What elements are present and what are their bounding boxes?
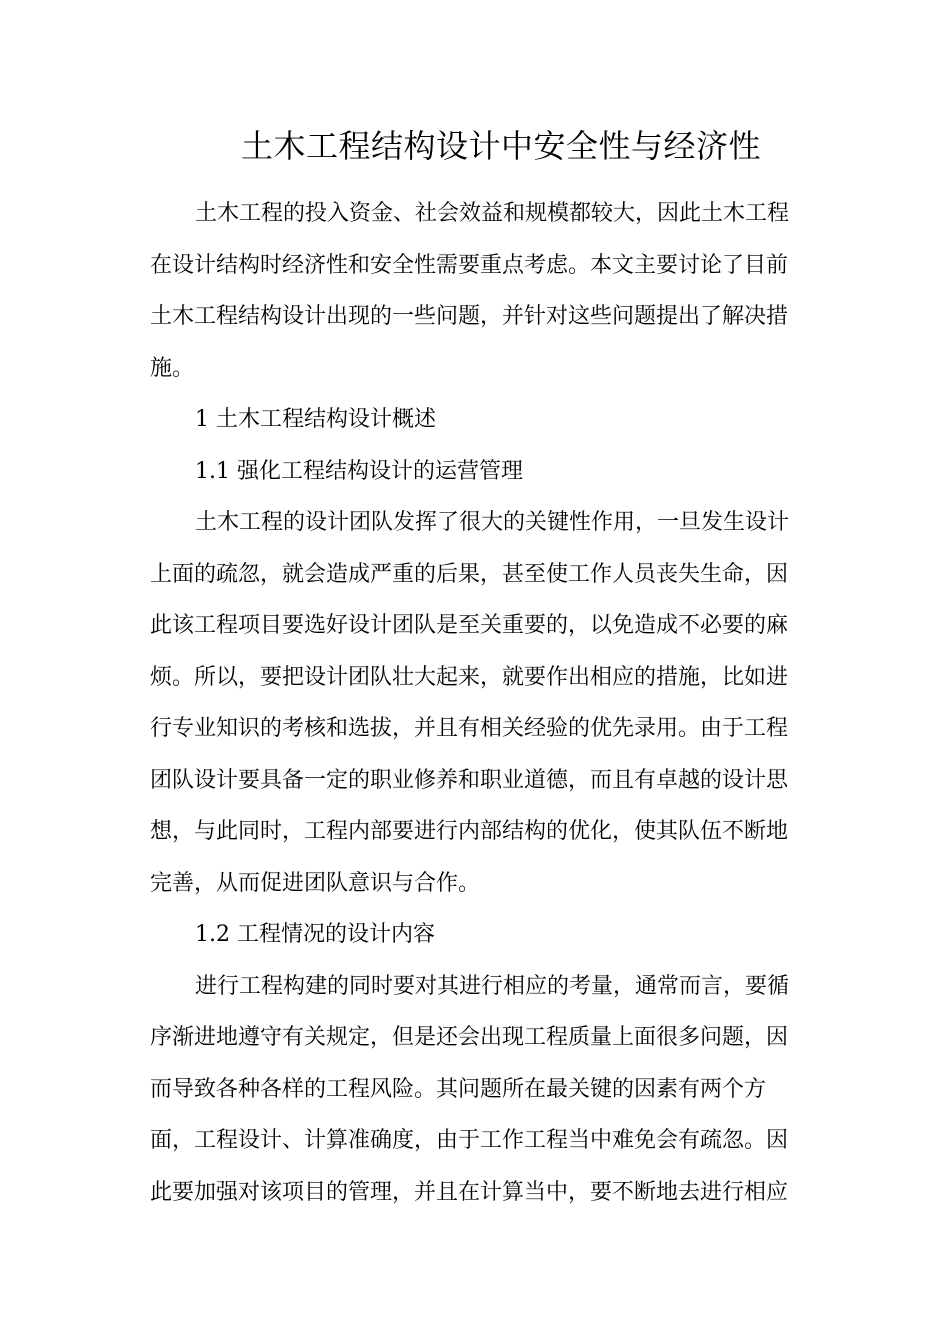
paragraph-line: 在设计结构时经济性和安全性需要重点考虑。本文主要讨论了目前 [150,253,789,278]
paragraph-line: 土木工程结构设计出现的一些问题，并针对这些问题提出了解决措 [150,304,789,329]
subsection-heading: 1.1 强化工程结构设计的运营管理 [195,459,523,484]
document-title: 土木工程结构设计中安全性与经济性 [241,127,762,165]
paragraph-line: 施。 [150,356,195,381]
subsection-heading: 1.2 工程情况的设计内容 [195,922,435,947]
paragraph-line: 序渐进地遵守有关规定，但是还会出现工程质量上面很多问题，因 [150,1025,789,1050]
paragraph-line: 此该工程项目要选好设计团队是至关重要的，以免造成不必要的麻 [150,613,789,638]
paragraph-line: 上面的疏忽，就会造成严重的后果，甚至使工作人员丧失生命，因 [150,562,789,587]
paragraph-line: 团队设计要具备一定的职业修养和职业道德，而且有卓越的设计思 [150,768,789,793]
paragraph-line: 想，与此同时，工程内部要进行内部结构的优化，使其队伍不断地 [150,819,789,844]
section-heading: 1 土木工程结构设计概述 [195,407,436,432]
paragraph-line: 烦。所以，要把设计团队壮大起来，就要作出相应的措施，比如进 [150,665,789,690]
paragraph-line: 进行工程构建的同时要对其进行相应的考量，通常而言，要循 [195,974,790,999]
paragraph-line: 此要加强对该项目的管理，并且在计算当中，要不断地去进行相应 [150,1180,789,1205]
paragraph-line: 土木工程的投入资金、社会效益和规模都较大，因此土木工程 [195,201,790,226]
paragraph-line: 土木工程的设计团队发挥了很大的关键性作用，一旦发生设计 [195,510,790,535]
paragraph-line: 而导致各种各样的工程风险。其问题所在最关键的因素有两个方 [150,1077,767,1102]
paragraph-line: 面，工程设计、计算准确度，由于工作工程当中难免会有疏忽。因 [150,1128,789,1153]
paragraph-line: 行专业知识的考核和选拔，并且有相关经验的优先录用。由于工程 [150,716,789,741]
paragraph-line: 完善，从而促进团队意识与合作。 [150,871,481,896]
